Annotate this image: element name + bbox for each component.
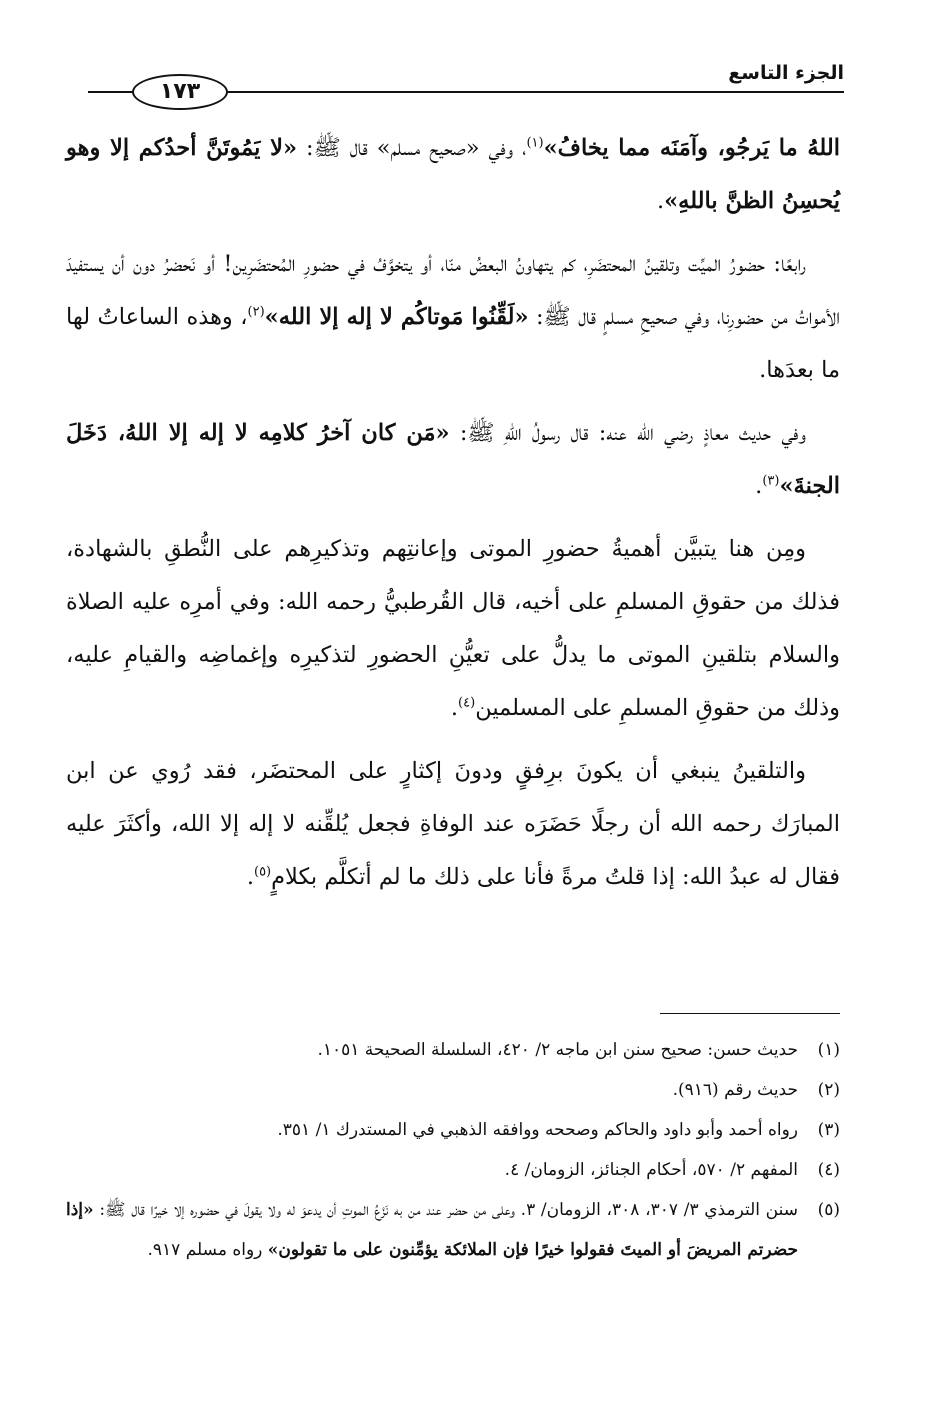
footnote-text: المفهم ٢/ ٥٧٠، أحكام الجنائز، الزومان/ ٤. [504,1160,798,1180]
running-title: الجزء التاسع [728,62,844,84]
footnote-ref: (٤) [458,695,476,711]
paragraph-text: . [246,864,254,890]
footnote-ref: (٥) [253,864,272,880]
footnote-5 [66,1190,840,1270]
hadith-quote: «مَن كان آخرُ كلامِه لا إله إلا اللهُ، دَخَلَ الجنةَ» [66,420,840,499]
paragraph-text: . [656,188,665,214]
paragraph-1 [66,122,840,228]
paragraph-text: ، وفي «صحيح مسلم» قال ﷺ: [297,135,527,161]
paragraph-text: وفي حديث معاذٍ رضي الله عنه: قال رسولُ اللهِ ﷺ: [449,420,806,446]
footnote-2 [66,1070,840,1110]
hadith-quote: «لا يَمُوتَنَّ أحدُكم إلا وهو يُحسِنُ الظنَّ باللهِ» [66,135,840,214]
footnote-number: (١) [817,1040,840,1060]
page-number: ١٧٣ [132,74,228,110]
footnote-number: (٣) [817,1120,840,1140]
footnote-ref: (١) [526,135,544,151]
paragraph-text: . [450,695,459,721]
footnote-text-part: رواه مسلم ٩١٧. [147,1240,268,1260]
footnote-1 [66,1030,840,1070]
footnote-text-part: سنن الترمذي ٣/ ٣٠٧، ٣٠٨، الزومان/ ٣. وعلى من حضر عند من به نَزْعُ الموتِ أن يدعوَ له ولا يقولَ في حضوره إلا خيرًا قال ﷺ: [93,1200,798,1220]
footnote-number: (٥) [817,1200,840,1220]
footnote-number: (٢) [817,1080,840,1100]
footnote-ref: (٢) [247,304,265,320]
paragraph-text: والتلقينُ ينبغي أن يكونَ برِفقٍ ودونَ إكثارٍ على المحتضَر، فقد رُوي عن ابن المبارَك رحمه الله أن رجلًا حَضَرَه عند الوفاةِ فجعل يُلقِّنه لا إله إلا الله، وأكثَرَ عليه فقال له عبدُ الله: إذا قلتُ مرةً فأنا على ذلك ما لم أتكلَّم بكلامٍ [66,758,840,890]
footnote-number: (٤) [817,1160,840,1180]
paragraph-3 [66,407,840,513]
footnote-separator [660,1013,840,1014]
footnote-text: حديث رقم (٩١٦). [672,1080,798,1100]
quote-text: اللهُ ما يَرجُو، وآمَنَه مما يخافُ» [543,135,840,161]
footnote-text: حديث حسن: صحيح سنن ابن ماجه ٢/ ٤٢٠، السلسلة الصحيحة ١٠٥١. [317,1040,798,1060]
paragraph-text: رابعًا: حضورُ الميِّت وتلقينُ المحتضَرِ، كم يتهاونُ البعضُ منّا، أو يتخوَّفُ في حضورِ المُحتضَرِين! أو نَحضرُ دون أن يستفيدَ الأمواتُ من حضورِنا، وفي صحيحِ مسلمٍ قال ﷺ: [66,251,840,330]
footnotes [66,1030,840,1270]
paragraph-text: . [755,473,763,499]
paragraph-4 [66,523,840,735]
footnote-text [66,1190,798,1270]
hadith-quote: «إذا حضرتم المريضَ أو الميتَ فقولوا خيرًا فإن الملائكة يؤمِّنون على ما تقولون» [66,1200,798,1260]
paragraph-text: ، وهذه الساعاتُ لها ما بعدَها. [66,304,840,383]
footnote-4 [66,1150,840,1190]
paragraph-5 [66,745,840,904]
paragraph-text: ومِن هنا يتبيَّن أهميةُ حضورِ الموتى وإعانتِهم وتذكيرِهم على النُّطقِ بالشهادة، فذلك من حقوقِ المسلمِ على أخيه، قال القُرطبيُّ رحمه الله: وفي أمرِه عليه الصلاة والسلام بتلقينِ الموتى ما يدلُّ على تعيُّنِ الحضورِ لتذكيرِه وإغماضِه والقيامِ عليه، وذلك من حقوقِ المسلمِ على المسلمين [66,536,840,721]
footnote-ref: (٣) [762,473,780,489]
main-text [66,122,840,914]
paragraph-2 [66,238,840,397]
footnote-3 [66,1110,840,1150]
page-header [88,58,844,104]
hadith-quote: «لَقِّنُوا مَوتاكُم لا إله إلا الله» [264,304,529,330]
footnote-text: رواه أحمد وأبو داود والحاكم وصححه ووافقه الذهبي في المستدرك ١/ ٣٥١. [277,1120,798,1140]
